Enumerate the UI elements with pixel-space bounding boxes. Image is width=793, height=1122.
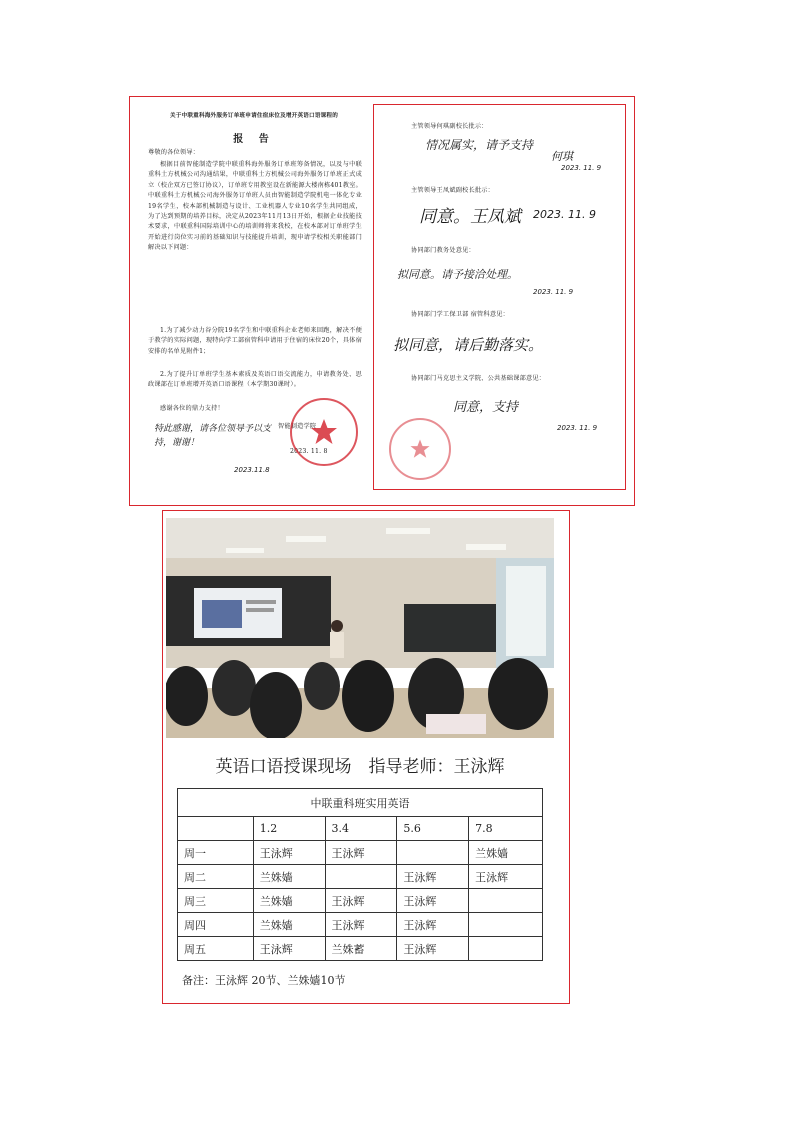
table-cell: 周五	[178, 937, 254, 961]
approval-page	[375, 106, 624, 488]
approval-4-label: 协同部门学工保卫部 宿管科意见：	[411, 311, 509, 318]
table-cell: 王泳辉	[469, 865, 543, 889]
approval-1-label: 主管领导何琪副校长批示：	[411, 123, 488, 130]
letter-heading: 报 告	[233, 134, 275, 145]
table-row	[178, 865, 543, 889]
letter-signer: 智能制造学院	[278, 423, 317, 430]
star-icon	[309, 417, 339, 447]
approval-3-handwriting: 拟同意。请予接洽处理。	[397, 268, 518, 281]
letter-item-1: 1.为了减少动力谷分院19名学生和中联重科企业老师来回跑，解决不便于教学的实际问题，现特向学工部宿管科申请用于住宿的床位20个，具体宿安排的名单见附件1；	[148, 327, 362, 355]
table-cell: 王泳辉	[325, 889, 397, 913]
approval-1-handwriting: 情况属实，请予支持	[425, 138, 534, 152]
table-cell	[469, 913, 543, 937]
table-header-cell: 7.8	[469, 817, 543, 841]
table-cell: 周三	[178, 889, 254, 913]
approval-3-date: 2023. 11. 9	[533, 288, 574, 296]
table-cell: 王泳辉	[397, 937, 469, 961]
letter-salutation: 尊敬的各位领导：	[148, 149, 200, 156]
approval-2-date: 2023. 11. 9	[533, 208, 596, 221]
schedule-note: 备注：王泳辉 20节、兰姝嫱10节	[182, 974, 346, 987]
letter-item-2: 2.为了提升订单班学生基本素质及英语口语交流能力，申请教务处、思政课部在订单班增开英语口语课程（本学期30课时）。	[148, 371, 362, 389]
table-cell	[325, 865, 397, 889]
office-seal	[389, 418, 451, 480]
table-row	[178, 841, 543, 865]
table-cell: 兰姝嫱	[469, 841, 543, 865]
approval-5-date: 2023. 11. 9	[557, 424, 598, 432]
letter-date: 2023. 11. 8	[290, 448, 328, 455]
table-cell	[469, 937, 543, 961]
table-cell: 兰姝蓄	[325, 937, 397, 961]
table-cell: 周四	[178, 913, 254, 937]
approval-2-label: 主管领导王凤斌副校长批示：	[411, 187, 495, 194]
table-cell: 王泳辉	[397, 913, 469, 937]
table-cell: 王泳辉	[253, 937, 325, 961]
table-cell: 兰姝嫱	[253, 913, 325, 937]
table-row	[178, 889, 543, 913]
classroom-photo	[166, 518, 554, 738]
table-header-cell: 5.6	[397, 817, 469, 841]
handwritten-signature-date: 2023.11.8	[234, 466, 270, 474]
table-cell: 王泳辉	[325, 913, 397, 937]
schedule-table	[177, 788, 543, 961]
table-cell: 周二	[178, 865, 254, 889]
college-seal	[290, 398, 358, 466]
table-cell: 兰姝嫱	[253, 889, 325, 913]
handwritten-note: 特此感谢，请各位领导予以支持，谢谢！	[154, 424, 272, 448]
approval-1-signature: 何琪	[551, 150, 573, 163]
approval-4-handwriting: 拟同意，请后勤落实。	[393, 336, 544, 354]
table-cell: 王泳辉	[325, 841, 397, 865]
schedule-title: 中联重科班实用英语	[178, 789, 543, 817]
table-cell: 王泳辉	[397, 889, 469, 913]
approval-5-handwriting: 同意，支持	[453, 400, 519, 415]
approval-3-label: 协同部门教务处意见：	[411, 247, 475, 254]
table-cell: 兰姝嫱	[253, 865, 325, 889]
table-header-row	[178, 817, 543, 841]
table-header-cell	[178, 817, 254, 841]
approval-1-date: 2023. 11. 9	[561, 164, 602, 172]
table-cell: 王泳辉	[253, 841, 325, 865]
table-cell: 王泳辉	[397, 865, 469, 889]
table-header-cell: 3.4	[325, 817, 397, 841]
table-cell	[469, 889, 543, 913]
approval-5-label: 协同部门马克思主义学院、公共基础课部意见：	[411, 375, 546, 382]
letter-body-para: 根据目前智能制造学院中联重科海外服务订单班筹备情况，以及与中联重科土方机械公司沟通结果，中联重科土方机械公司海外服务订单班正式成立（校企双方已签订协议），订单班专用教室设在新能源大楼南栋401教室。中联重科土方机械公司海外服务订单班人员由智能制造学院机电一体化专业19名学生，校本部机械制造与设计、工业机器人专业10名学生共同组成，为了达到预期的培养目标，决定从2023年11月13日开始，根据企业技能技术要求，中联重科国际培训中心的培训师将来我校，在校本部对订单班学生开始进行岗位实习前的基础知识与技能提升培训，现申请学校相关职能部门解决以下问题：	[148, 161, 362, 252]
letter-closing: 感谢各位的鼎力支持！	[160, 405, 224, 412]
table-cell	[397, 841, 469, 865]
letter-title: 关于中联重科海外服务订单班申请住宿床位及增开英语口语课程的	[169, 113, 339, 119]
table-row	[178, 913, 543, 937]
star-icon	[409, 438, 431, 460]
photo-caption: 英语口语授课现场 指导老师：王泳辉	[215, 757, 505, 777]
table-title-row	[178, 789, 543, 817]
table-cell: 周一	[178, 841, 254, 865]
report-letter	[140, 104, 368, 499]
approval-2-handwriting: 同意。王凤斌	[419, 207, 521, 227]
table-row	[178, 937, 543, 961]
table-header-cell: 1.2	[253, 817, 325, 841]
